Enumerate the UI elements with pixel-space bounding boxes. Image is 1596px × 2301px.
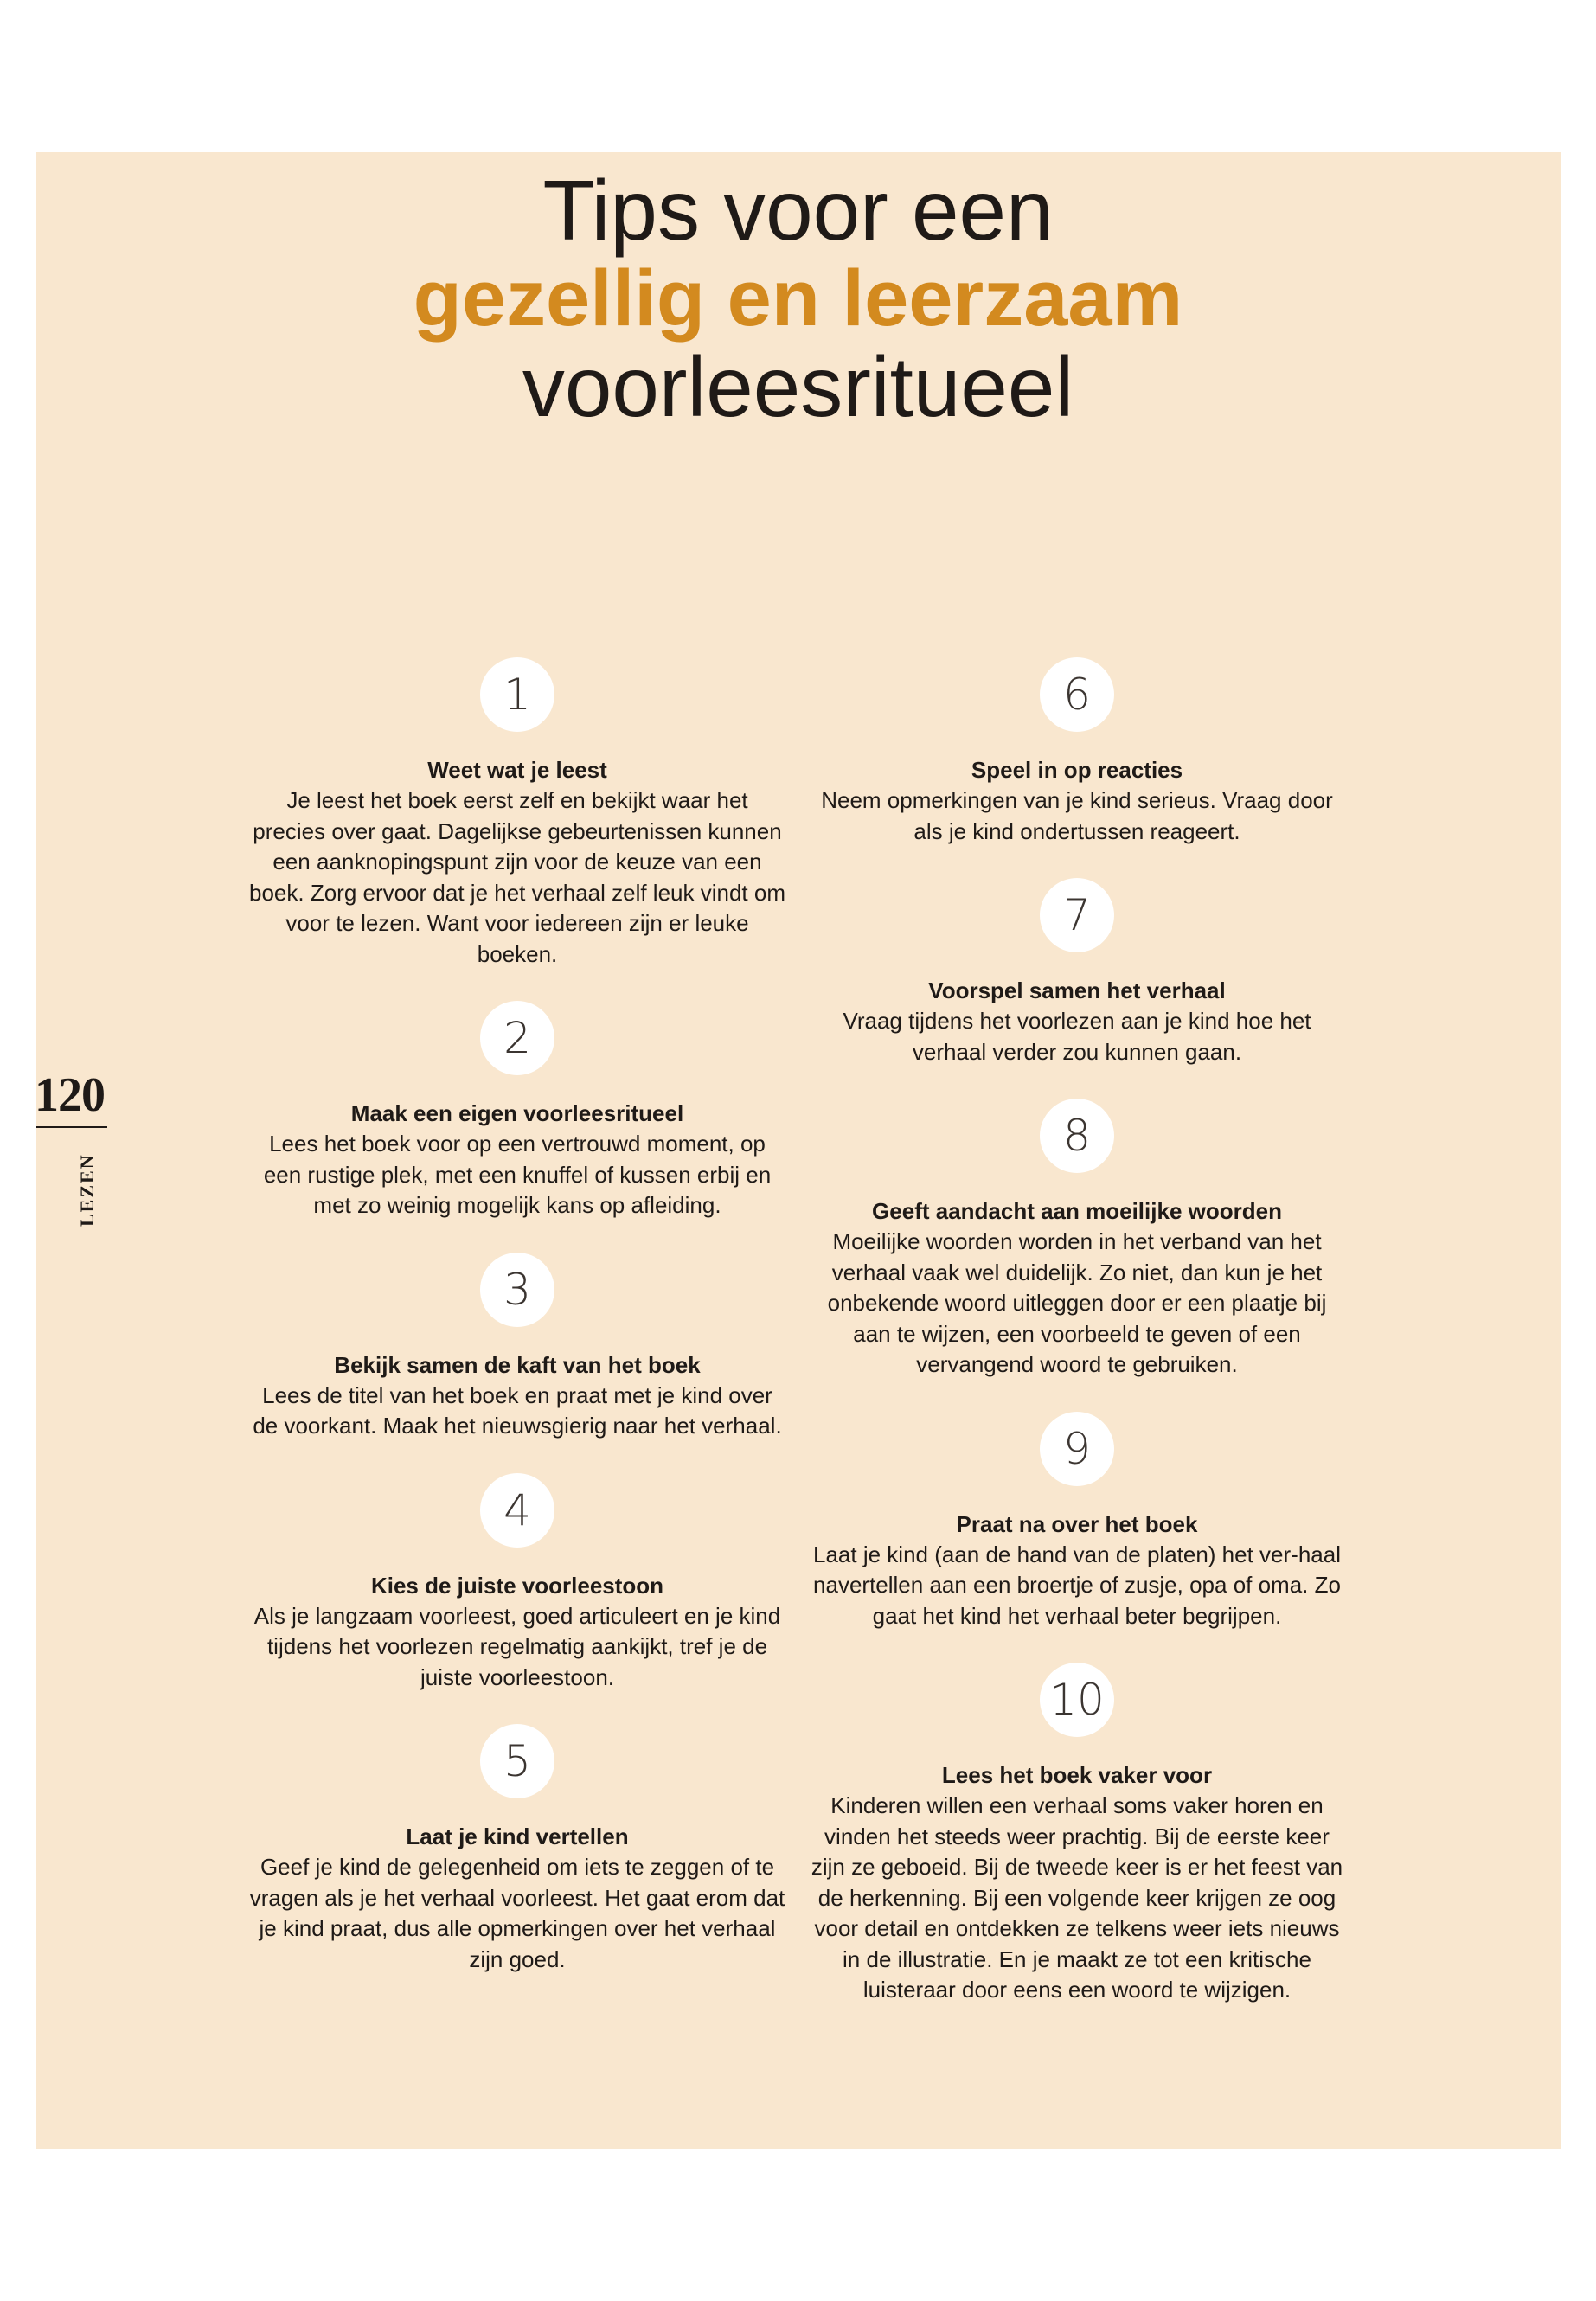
tip-body: Je leest het boek eerst zelf en bekijkt waar het precies over gaat. Dagelijkse gebeurtenissen kunnen een aanknopingspunt zijn voor de keuze van een boek. Zorg ervoor dat je het verhaal zelf leuk vindt om voor te lezen. Want voor iedereen zijn er leuke boeken. — [249, 787, 785, 967]
tip-body: Moeilijke woorden worden in het verband van het verhaal vaak wel duidelijk. Zo niet, dan kun je het onbekende woord uitleggen door er een plaatje bij aan te wijzen, een voorbeeld te geven of een vervangend woord te gebruiken. — [827, 1228, 1327, 1377]
tip-10 — [796, 1663, 1358, 2006]
tip-body: Lees de titel van het boek en praat met je kind over de voorkant. Maak het nieuwsgierig naar het verhaal. — [253, 1381, 782, 1439]
tip-number-badge: 7 — [1040, 878, 1114, 952]
tip-9 — [796, 1412, 1358, 1632]
title-line-2-highlight: gezellig en leerzaam — [413, 254, 1183, 343]
tip-heading: Voorspel samen het verhaal — [928, 977, 1226, 1003]
tip-1 — [236, 657, 798, 970]
tip-body: Geef je kind de gelegenheid om iets te zeggen of te vragen als je het verhaal voorleest. Het gaat erom dat je kind praat, dus alle opmerkingen over het verhaal zijn goed. — [249, 1854, 785, 1972]
tip-body: Vraag tijdens het voorlezen aan je kind hoe het verhaal verder zou kunnen gaan. — [843, 1008, 1311, 1065]
tip-4 — [236, 1473, 798, 1694]
tip-number-badge: 9 — [1040, 1412, 1114, 1486]
tip-number-badge: 4 — [480, 1473, 554, 1548]
title-line-1: Tips voor een — [542, 163, 1054, 258]
tip-heading: Weet wat je leest — [427, 757, 607, 783]
page-number-divider — [36, 1126, 107, 1128]
tip-heading: Kies de juiste voorleestoon — [370, 1572, 664, 1599]
tip-number-badge: 8 — [1040, 1099, 1114, 1173]
tip-number-badge: 6 — [1040, 657, 1114, 732]
tip-body: Neem opmerkingen van je kind serieus. Vraag door als je kind ondertussen reageert. — [821, 787, 1333, 844]
tip-2 — [236, 1001, 798, 1221]
tip-heading: Maak een eigen voorleesritueel — [350, 1100, 684, 1126]
tip-8 — [796, 1099, 1358, 1381]
tip-number-badge: 1 — [480, 657, 554, 732]
tip-number-badge: 3 — [480, 1253, 554, 1327]
tip-heading: Bekijk samen de kaft van het boek — [334, 1351, 701, 1378]
tip-heading: Lees het boek vaker voor — [941, 1762, 1213, 1788]
tip-5 — [236, 1724, 798, 1975]
tips-column-left — [236, 657, 798, 1975]
tip-heading: Praat na over het boek — [956, 1510, 1198, 1537]
tip-number-badge: 5 — [480, 1724, 554, 1798]
page-title — [0, 163, 1596, 434]
tip-heading: Speel in op reacties — [971, 757, 1183, 783]
page-number: 120 — [35, 1068, 105, 1122]
tip-body: Als je langzaam voorleest, goed articuleert en je kind tijdens het voorlezen regelmatig aankijkt, tref je de juiste voorleestoon. — [253, 1602, 781, 1690]
tip-6 — [796, 657, 1358, 847]
tip-body: Lees het boek voor op een vertrouwd moment, op een rustige plek, met een knuffel of kussen erbij en met zo weinig mogelijk kans op afleiding. — [263, 1131, 772, 1218]
tip-heading: Geeft aandacht aan moeilijke woorden — [872, 1198, 1282, 1224]
tip-body: Laat je kind (aan de hand van de platen) het ver-haal navertellen aan een broertje of zusje, opa of oma. Zo gaat het kind het verhaal beter begrijpen. — [813, 1541, 1341, 1629]
tips-column-right — [796, 657, 1358, 2006]
tip-number-badge: 2 — [480, 1001, 554, 1075]
tip-7 — [796, 878, 1358, 1067]
tip-body: Kinderen willen een verhaal soms vaker horen en vinden het steeds weer prachtig. Bij de eerste keer zijn ze geboeid. Bij de tweede keer is er het feest van de herkenning. Bij een volgende keer krijgen ze oog voor detail en ontdekken ze telkens weer iets nieuws in de illustratie. En je maakt ze tot een kritische luisteraar door eens een woord te wijzigen. — [811, 1792, 1343, 2003]
tip-number-badge: 10 — [1040, 1663, 1114, 1737]
tip-3 — [236, 1253, 798, 1442]
tip-heading: Laat je kind vertellen — [406, 1823, 629, 1849]
title-line-3: voorleesritueel — [522, 339, 1074, 434]
section-label: LEZEN — [76, 1153, 98, 1227]
